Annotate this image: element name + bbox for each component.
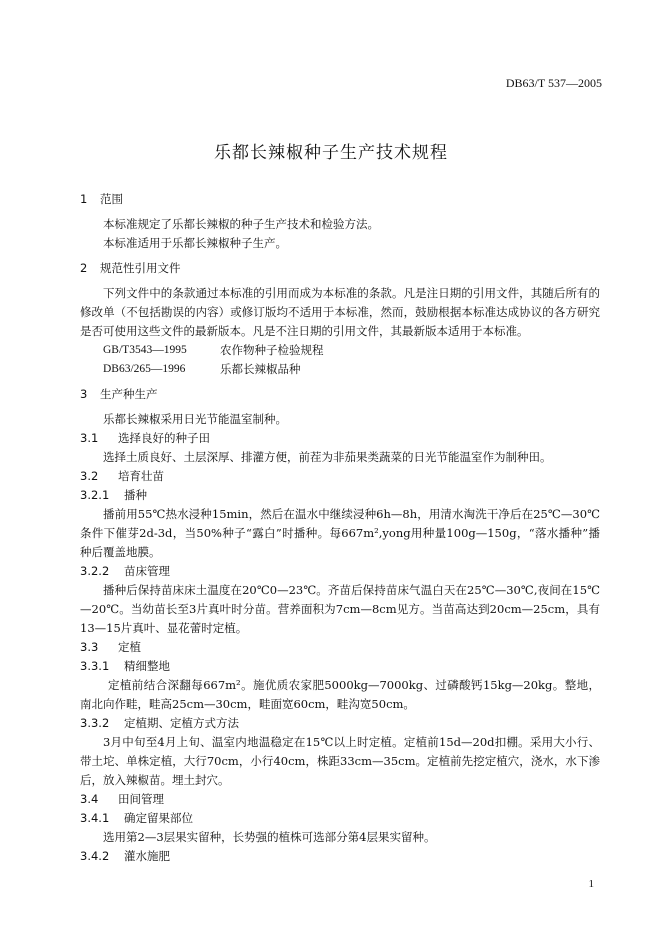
subsection-number: 3.3 (80, 640, 99, 654)
clause-title: 确定留果部位 (124, 811, 193, 825)
reference-name: 乐都长辣椒品种 (220, 362, 301, 376)
section-title: 范围 (100, 192, 123, 206)
reference-name: 农作物种子检验规程 (220, 343, 324, 357)
section-number: 1 (80, 192, 88, 206)
clause-title: 定植期、定植方式方法 (124, 716, 239, 730)
document-title: 乐都长辣椒种子生产技术规程 (214, 143, 448, 163)
clause-number: 3.4.2 (80, 849, 110, 863)
clause-heading (80, 562, 600, 581)
section-number: 3 (80, 387, 88, 401)
clause-title: 播种 (124, 488, 147, 502)
clause-number: 3.2.1 (80, 488, 110, 502)
subsection-heading (80, 467, 600, 486)
subsection-title: 定植 (118, 640, 141, 654)
section-heading (80, 385, 600, 404)
subsection-number: 3.4 (80, 792, 99, 806)
clause-number: 3.3.2 (80, 716, 110, 730)
paragraph: 3月中旬至4月上旬、温室内地温稳定在15℃以上时定植。定植前15d—20d扣棚。采用大小行、带土坨、单株定植，大行70cm，小行40cm，株距33cm—35cm。定植前先挖定植穴，浇水，水下渗后，放入辣椒苗。埋土封穴。 (80, 735, 600, 787)
paragraph: 选择土质良好、土层深厚、排灌方便，前茬为非茄果类蔬菜的日光节能温室作为制种田。 (103, 450, 552, 464)
clause-number: 3.4.1 (80, 811, 110, 825)
subsection-heading (80, 429, 600, 448)
reference-item (80, 360, 600, 379)
section-number: 2 (80, 261, 88, 275)
clause-heading (80, 486, 600, 505)
subsection-number: 3.1 (80, 431, 99, 445)
clause-title: 苗床管理 (124, 564, 170, 578)
clause-number: 3.2.2 (80, 564, 110, 578)
clause-heading (80, 657, 600, 676)
clause-heading (80, 809, 600, 828)
document-body (80, 190, 600, 866)
paragraph: 下列文件中的条款通过本标准的引用而成为本标准的条款。凡是注日期的引用文件，其随后所有的修改单（不包括勘误的内容）或修订版均不适用于本标准，然而，鼓励根据本标准达成协议的各方研究是否可使用这些文件的最新版本。凡是不注日期的引用文件，其最新版本适用于本标准。 (80, 286, 600, 338)
paragraph: 乐都长辣椒采用日光节能温室制种。 (103, 412, 287, 426)
section-heading (80, 190, 600, 209)
reference-item (80, 341, 600, 360)
section-heading (80, 259, 600, 278)
paragraph: 定植前结合深翻每667m²。施优质农家肥5000kg—7000kg、过磷酸钙15kg—20kg。整地，南北向作畦，畦高25cm—30cm，畦面宽60cm，畦沟宽50cm。 (80, 678, 600, 711)
section-title: 规范性引用文件 (100, 261, 181, 275)
clause-number: 3.3.1 (80, 659, 110, 673)
subsection-number: 3.2 (80, 469, 99, 483)
clause-title: 灌水施肥 (124, 849, 170, 863)
subsection-title: 选择良好的种子田 (118, 431, 210, 445)
standard-number: DB63/T 537—2005 (505, 76, 602, 90)
paragraph: 本标准规定了乐都长辣椒的种子生产技术和检验方法。 (103, 217, 379, 231)
clause-title: 精细整地 (124, 659, 170, 673)
reference-code: GB/T3543—1995 (103, 344, 187, 356)
clause-heading (80, 714, 600, 733)
paragraph: 播前用55℃热水浸种15min，然后在温水中继续浸种6h—8h，用清水淘洗干净后在25℃—30℃条件下催芽2d-3d，当50%种子“露白”时播种。每667m²,yong用种量100g—150g，“落水播种”播种后覆盖地膜。 (80, 507, 600, 559)
paragraph: 播种后保持苗床床土温度在20℃0—23℃。齐苗后保持苗床气温白天在25℃—30℃,夜间在15℃—20℃。当幼苗长至3片真叶时分苗。营养面积为7cm—8cm见方。当苗高达到20cm—25cm，具有13—15片真叶、显花蕾时定植。 (80, 583, 600, 635)
subsection-title: 培育壮苗 (118, 469, 164, 483)
paragraph: 选用第2—3层果实留种，长势强的植株可选部分第4层果实留种。 (103, 830, 436, 844)
reference-code: DB63/265—1996 (103, 363, 186, 375)
clause-heading (80, 847, 600, 866)
page-number: 1 (588, 878, 594, 890)
subsection-heading (80, 790, 600, 809)
section-title: 生产种生产 (100, 387, 158, 401)
paragraph: 本标准适用于乐都长辣椒种子生产。 (103, 236, 287, 250)
subsection-title: 田间管理 (118, 792, 164, 806)
subsection-heading (80, 638, 600, 657)
